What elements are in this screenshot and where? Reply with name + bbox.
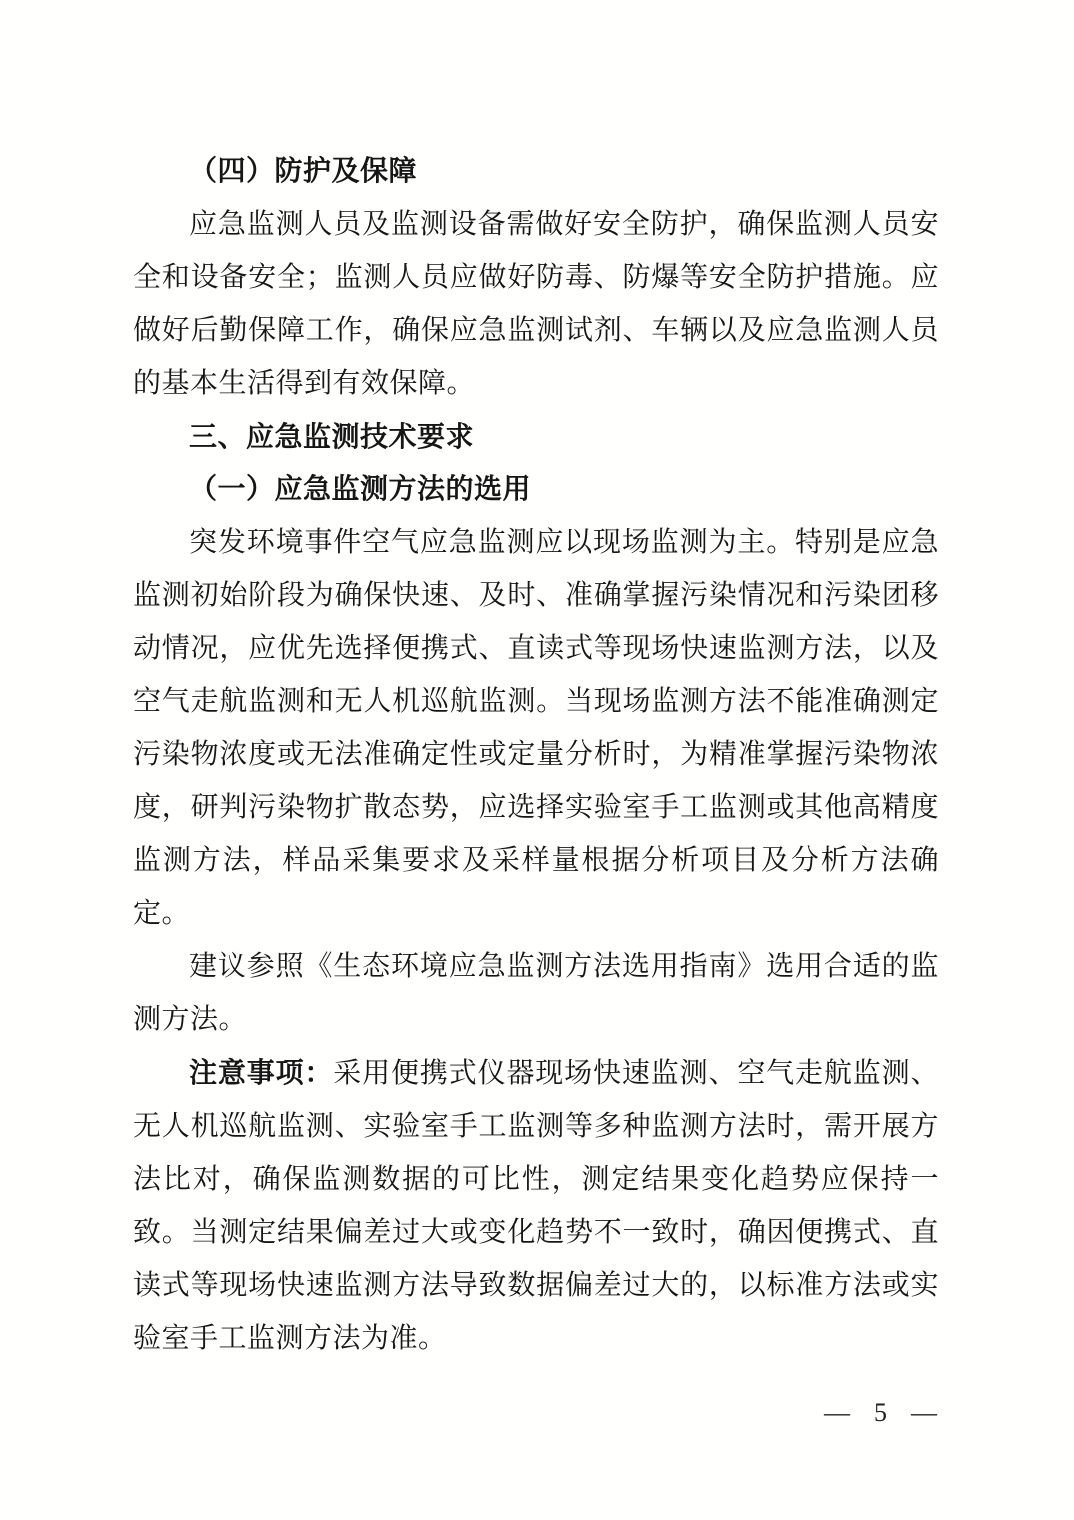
paragraph-protection-support: 应急监测人员及监测设备需做好安全防护，确保监测人员安全和设备安全；监测人员应做好防毒、防爆等安全防护措施。应做好后勤保障工作，确保应急监测试剂、车辆以及应急监测人员的基本生活得到有效保障。 <box>133 209 939 399</box>
heading-section-4-protection: （四）防护及保障 <box>189 156 418 187</box>
heading-section-1-method-selection: （一）应急监测方法的选用 <box>189 474 532 505</box>
notes-text: 采用便携式仪器现场快速监测、空气走航监测、无人机巡航监测、实验室手工监测等多种监测方法时，需开展方法比对，确保监测数据的可比性，测定结果变化趋势应保持一致。当测定结果偏差过大或变化趋势不一致时，确因便携式、直读式等现场快速监测方法导致数据偏差过大的，以标准方法或实验室手工监测方法为准。 <box>133 1058 939 1354</box>
page-number: 5 <box>874 1398 887 1427</box>
document-content <box>133 145 939 1365</box>
heading-chapter-3-technical-requirements: 三、应急监测技术要求 <box>189 421 475 452</box>
paragraph-method-selection: 突发环境事件空气应急监测应以现场监测为主。特别是应急监测初始阶段为确保快速、及时、准确掌握污染情况和污染团移动情况，应优先选择便携式、直读式等现场快速监测方法，以及空气走航监测和无人机巡航监测。当现场监测方法不能准确测定污染物浓度或无法准确定性或定量分析时，为精准掌握污染物浓度，研判污染物扩散态势，应选择实验室手工监测或其他高精度监测方法，样品采集要求及采样量根据分析项目及分析方法确定。 <box>133 527 939 929</box>
page-number-dash-left: — <box>824 1398 850 1427</box>
page-number-dash-right: — <box>911 1398 937 1427</box>
page-number-footer <box>824 1396 937 1430</box>
notes-label: 注意事项： <box>189 1057 334 1088</box>
paragraph-guide-recommendation: 建议参照《生态环境应急监测方法选用指南》选用合适的监测方法。 <box>133 951 939 1035</box>
paragraph-notes <box>133 1046 939 1365</box>
